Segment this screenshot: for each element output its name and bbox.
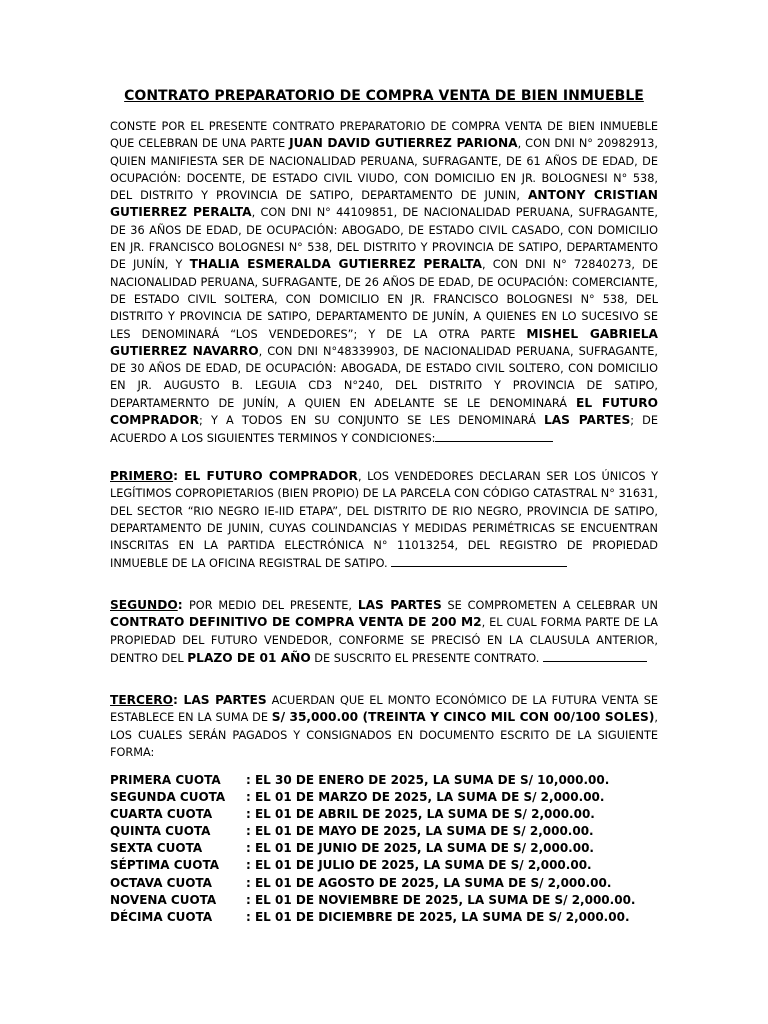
party-name-2: ANTONY CRISTIAN GUTIERREZ PERALTA [110, 188, 658, 220]
clause-text-3: , EL CUAL FORMA PARTE DE LA PROPIEDAD DEL FUTURO VENDEDOR, CONFORME SE PRECISÓ EN LA CLAUSULA ANTERIOR, DENTRO DEL [110, 616, 658, 665]
installment-detail: : EL 01 DE AGOSTO DE 2025, LA SUMA DE S/ 2,000.00. [246, 875, 612, 890]
total-amount: S/ 35,000.00 (TREINTA Y CINCO MIL CON 00/100 SOLES) [271, 710, 655, 725]
installment-name: OCTAVA CUOTA [110, 875, 212, 890]
installment-detail: : EL 01 DE ABRIL DE 2025, LA SUMA DE S/ 2,000.00. [246, 807, 595, 822]
installment-name: NOVENA CUOTA [110, 892, 217, 907]
clause-primero [110, 468, 658, 573]
intro-paragraph [110, 118, 658, 448]
installment-name: SEGUNDA CUOTA [110, 790, 226, 805]
clause-segundo [110, 597, 658, 667]
clause-text-1: POR MEDIO DEL PRESENTE, [189, 599, 358, 612]
fill-line [391, 554, 567, 567]
list-item [110, 857, 670, 874]
installment-detail: : EL 01 DE JULIO DE 2025, LA SUMA DE S/ 2,000.00. [246, 858, 592, 873]
clause-text-4: DE SUSCRITO EL PRESENTE CONTRATO. [310, 651, 540, 665]
installment-name: QUINTA CUOTA [110, 824, 211, 839]
payment-schedule [110, 772, 670, 926]
intro-text-2: , CON DNI N° 20982913, QUIEN MANIFIESTA SER DE NACIONALIDAD PERUANA, SUFRAGANTE, DE 61 AÑOS DE EDAD, DE OCUPACIÓN: DOCENTE, DE ESTADO CIVIL VIUDO, CON DOMICILIO EN JR. BOLOGNESI N° 538, DEL DISTRITO Y PROVINCIA DE SATIPO, DEPARTAMENTO DE JUNIN, [110, 137, 658, 203]
intro-text-1: CONSTE POR EL PRESENTE CONTRATO PREPARATORIO DE COMPRA VENTA DE BIEN INMUEBLE QUE CELEBRAN DE UNA PARTE [110, 120, 658, 151]
installment-detail: : EL 30 DE ENERO DE 2025, LA SUMA DE S/ 10,000.00. [246, 773, 610, 787]
installment-name: SÉPTIMA CUOTA [110, 858, 219, 873]
intro-text-3: , CON DNI N° 44109851, DE NACIONALIDAD PERUANA, SUFRAGANTE, DE 36 AÑOS DE EDAD, DE OCUPACIÓN: ABOGADO, DE ESTADO CIVIL CASADO, CON DOMICILIO EN JR. FRANCISCO BOLOGNESI N° 538, DEL DISTRITO Y PROVINCIA DE SATIPO, DEPARTAMENTO DE JUNÍN, Y [110, 206, 658, 272]
installment-detail: : EL 01 DE MARZO DE 2025, LA SUMA DE S/ 2,000.00. [246, 790, 605, 805]
installment-detail: : EL 01 DE MAYO DE 2025, LA SUMA DE S/ 2,000.00. [246, 824, 594, 839]
installment-detail: : EL 01 DE JUNIO DE 2025, LA SUMA DE S/ 2,000.00. [246, 841, 594, 856]
clause-tercero [110, 692, 658, 761]
installment-name: SEXTA CUOTA [110, 841, 203, 856]
clause-label-primero: PRIMERO [110, 469, 174, 483]
term-period: PLAZO DE 01 AÑO [187, 650, 311, 665]
list-item [110, 789, 670, 806]
clause-colon: : [177, 598, 189, 612]
clause-bold-term: EL FUTURO COMPRADOR [184, 469, 358, 483]
fill-line [435, 429, 553, 442]
list-item [110, 840, 670, 857]
parties-term: LAS PARTES [543, 413, 631, 428]
clause-label-segundo: SEGUNDO [110, 598, 178, 612]
clause-label-tercero: TERCERO [110, 693, 174, 707]
fill-line [543, 649, 647, 662]
clause-colon: : [173, 693, 184, 707]
parties-term: LAS PARTES [357, 598, 442, 612]
title-text: CONTRATO PREPARATORIO DE COMPRA VENTA DE BIEN INMUEBLE [124, 88, 644, 104]
list-item [110, 875, 670, 892]
intro-text-5: , CON DNI N°48339903, DE NACIONALIDAD PERUANA, SUFRAGANTE, DE 30 AÑOS DE EDAD, DE OCUPACIÓN: ABOGADA, DE ESTADO CIVIL SOLTERO, CON DOMICILIO EN JR. AUGUSTO B. LEGUIA CD3 N°240, DEL DISTRITO Y PROVINCIA DE SATIPO, DEPARTAMERNTO DE JUNÍN, A QUIEN EN ADELANTE SE LE DENOMINARÁ [110, 344, 658, 410]
intro-text-7: ; DE ACUERDO A LOS SIGUIENTES TERMINOS Y CONDICIONES: [110, 414, 659, 446]
clause-text-2: SE COMPROMETEN A CELEBRAR UN [441, 599, 659, 612]
party-name-3: THALIA ESMERALDA GUTIERREZ PERALTA [189, 257, 482, 272]
clause-text-1: ACUERDAN QUE EL MONTO ECONÓMICO DE LA FUTURA VENTA SE ESTABLECE EN LA SUMA DE [110, 694, 658, 725]
parties-term: LAS PARTES [183, 693, 267, 707]
list-item [110, 806, 670, 823]
clause-text: , LOS VENDEDORES DECLARAN SER LOS ÚNICOS Y LEGÍTIMOS COPROPIETARIOS (BIEN PROPIO) DE LA PARCELA CON CÓDIGO CATASTRAL N° 31631, DEL SECTOR “RIO NEGRO IE-IID ETAPA”, DEL DISTRITO DE RIO NEGRO, PROVINCIA DE SATIPO, DEPARTAMENTO DE JUNIN, CUYAS COLINDANCIAS Y MEDIDAS PERIMÉTRICAS SE ENCUENTRAN INSCRITAS EN LA PARTIDA ELECTRÓNICA N° 11013254, DEL REGISTRO DE PROPIEDAD INMUEBLE DE LA OFICINA REGISTRAL DE SATIPO. [110, 470, 658, 571]
party-name-4: MISHEL GABRIELA GUTIERREZ NAVARRO [110, 326, 658, 358]
installment-name: DÉCIMA CUOTA [110, 909, 213, 924]
document-title [0, 86, 768, 106]
installment-name: PRIMERA CUOTA [110, 773, 221, 787]
list-item [110, 909, 670, 926]
intro-text-4: , CON DNI N° 72840273, DE NACIONALIDAD PERUANA, SUFRAGANTE, DE 26 AÑOS DE EDAD, DE OCUPACIÓN: COMERCIANTE, DE ESTADO CIVIL SOLTERA, CON DOMICILIO EN JR. FRANCISCO BOLOGNESI N° 538, DEL DISTRITO Y PROVINCIA DE SATIPO, DEPARTAMENTO DE JUNÍN, A QUIENES EN LO SUCESIVO SE LES DENOMINARÁ “LOS VENDEDORES”; Y DE LA OTRA PARTE [110, 258, 658, 341]
list-item [110, 892, 670, 909]
party-name-1: JUAN DAVID GUTIERREZ PARIONA [289, 136, 518, 151]
clause-colon: : [173, 469, 185, 483]
definitive-contract-term: CONTRATO DEFINITIVO DE COMPRA VENTA DE 200 M2 [110, 615, 482, 630]
installment-detail: : EL 01 DE DICIEMBRE DE 2025, LA SUMA DE S/ 2,000.00. [246, 909, 630, 924]
clause-text-2: , LOS CUALES SERÁN PAGADOS Y CONSIGNADOS EN DOCUMENTO ESCRITO DE LA SIGUIENTE FORMA: [110, 711, 659, 759]
future-buyer-term: EL FUTURO COMPRADOR [110, 395, 659, 428]
list-item [110, 823, 670, 840]
installment-name: CUARTA CUOTA [110, 807, 213, 822]
installment-detail: : EL 01 DE NOVIEMBRE DE 2025, LA SUMA DE S/ 2,000.00. [246, 892, 636, 907]
list-item [110, 772, 670, 789]
intro-text-6: ; Y A TODOS EN SU CONJUNTO SE LES DENOMINARÁ [199, 414, 544, 428]
